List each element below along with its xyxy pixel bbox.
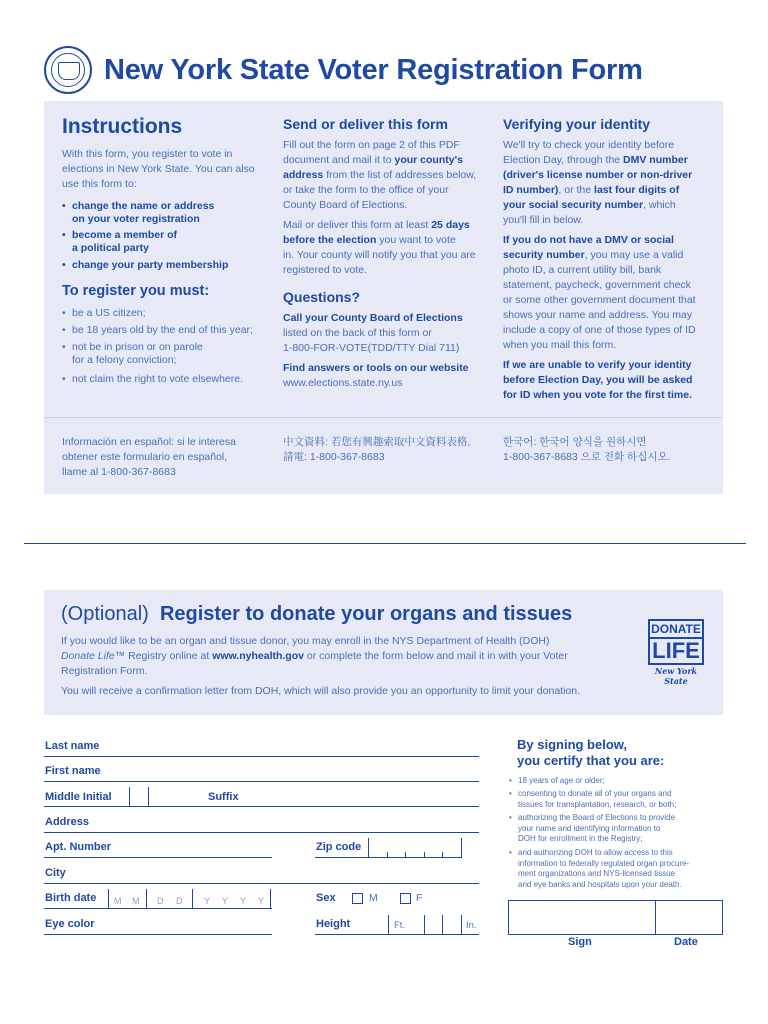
middle-suffix-field[interactable]: [44, 806, 479, 807]
verify-alternative-paragraph: If you do not have a DMV or social security number, you may use a valid photo ID, a current utility bill, bank statement, paycheck, government check or some other government document that shows your name and address. You may include a copy of one of those types of ID when you mail this form.: [503, 234, 696, 351]
birth-date-field[interactable]: [44, 908, 272, 909]
middle-initial-label: Middle Initial: [45, 791, 112, 803]
intro-line: elections in New York State. You can also: [62, 163, 255, 175]
address-label: Address: [45, 816, 90, 828]
zip-code-field[interactable]: [315, 857, 462, 858]
field-divider: [270, 889, 271, 908]
questions-heading: Questions?: [283, 289, 361, 305]
birth-month-hint: M: [132, 896, 140, 906]
eye-color-field[interactable]: [44, 934, 272, 935]
suffix-label: Suffix: [208, 791, 239, 803]
apt-number-field[interactable]: [44, 857, 272, 858]
first-name-field[interactable]: [44, 781, 479, 782]
field-divider: [148, 787, 149, 806]
address-field[interactable]: [44, 832, 479, 833]
height-field[interactable]: [315, 934, 479, 935]
birth-year-hint: Y: [222, 896, 229, 906]
verify-warning-paragraph: If we are unable to verify your identity before Election Day, you will be asked for ID when you vote for the first time.: [503, 359, 693, 401]
website-link[interactable]: www.elections.state.ny.us: [283, 377, 403, 389]
field-divider: [442, 915, 443, 934]
birth-month-hint: M: [114, 896, 122, 906]
instructions-panel: Instructions With this form, you register to vote in elections in New York State. You can also use this form to: • change the name or address on your voter registration • become a member of a political party • change your party membership To register you must: • be a US citizen; • be 18 years old by the end of this year; • not be in prison or on parole for a felony conviction; • not claim the right to vote elsewhere. Send or deliver this form Fill out the form on page 2 of this PDF document and mail it to your county's address from the list of addresses below, or take the form to the office of your County Board of Elections. Mail or deliver this form at least 25 days before the election you want to vote in. Your county will notify you that you are registered to vote. Questions? Call your County Board of Elections listed on the back of this form or 1-800-FOR-VOTE(TDD/TTY Dial 711) Find answers or tools on our website www.elections.state.ny.us Verifying your identity We'll try to check your identity before Election Day, through the DMV number (driver's license number or non-driver ID number), or the last four digits of your social security number, which you'll fill in below. If you do not have a DMV or social security number, you may use a valid photo ID, a current utility bill, bank statement, paycheck, government check or some other government document that shows your name and address. You may include a copy of one of those types of ID when you mail this form. If we are unable to verify your identity before Election Day, you will be asked for ID when you vote for the first time. Información en español: si le interesa obtener este formulario en español, llame al 1-800-367-8683 中文資料: 若您有興趣索取中文資料表格, 請電: 1-800-367-8683 한국어: 한국어 양식을 원하시면 1-800-367-8683 으로 전화 하십시오.: [44, 101, 723, 494]
sign-label: Sign: [568, 936, 592, 948]
sex-m-checkbox[interactable]: [352, 893, 363, 904]
sex-label: Sex: [316, 892, 336, 904]
organ-donor-panel: [44, 590, 723, 715]
field-divider: [388, 915, 389, 934]
intro-line: With this form, you register to vote in: [62, 148, 233, 160]
last-name-field[interactable]: [44, 756, 479, 757]
field-divider: [368, 838, 369, 857]
inches-label: In.: [466, 920, 477, 931]
birth-date-label: Birth date: [45, 892, 97, 904]
date-label: Date: [674, 936, 698, 948]
field-divider: [108, 889, 109, 908]
feet-label: Ft.: [394, 920, 406, 931]
field-divider: [424, 915, 425, 934]
field-divider: [461, 838, 462, 857]
verify-heading: Verifying your identity: [503, 116, 651, 132]
zip-code-label: Zip code: [316, 841, 362, 853]
must-heading: To register you must:: [62, 283, 210, 299]
nys-seal-icon: [44, 46, 92, 94]
instructions-heading: Instructions: [62, 115, 183, 138]
sex-f-checkbox[interactable]: [400, 893, 411, 904]
birth-day-hint: D: [157, 896, 164, 906]
chinese-info: 中文資料: 若您有興趣索取中文資料表格, 請電: 1-800-367-8683: [283, 436, 471, 463]
birth-day-hint: D: [176, 896, 183, 906]
apt-number-label: Apt. Number: [45, 841, 111, 853]
birth-year-hint: Y: [204, 896, 211, 906]
donate-life-logo: DONATE LIFE New York State: [642, 615, 710, 675]
last-name-label: Last name: [45, 740, 100, 752]
send-heading: Send or deliver this form: [283, 116, 448, 132]
height-label: Height: [316, 918, 351, 930]
city-field[interactable]: [44, 883, 479, 884]
website-paragraph: Find answers or tools on our website www.elections.state.ny.us: [283, 362, 469, 389]
korean-info: 한국어: 한국어 양식을 원하시면 1-800-367-8683 으로 전화 하십시오.: [503, 436, 671, 463]
cut-line-divider: [24, 543, 746, 544]
call-paragraph: Call your County Board of Elections listed on the back of this form or 1-800-FOR-VOTE(TDD/TTY Dial 711): [283, 312, 463, 354]
certify-heading: By signing below, you certify that you are:: [517, 737, 665, 768]
intro-line: use this form to:: [62, 178, 137, 190]
send-paragraph: Fill out the form on page 2 of this PDF document and mail it to your county's address from the list of addresses below, or take the form to the office of your County Board of Elections.: [283, 139, 477, 211]
birth-year-hint: Y: [240, 896, 247, 906]
organ-donor-description: If you would like to be an organ and tissue donor, you may enroll in the NYS Department of Health (DOH) Donate Life™ Registry online at www.nyhealth.gov or complete the form below and mail it in with your Voter Registration Form.: [61, 635, 568, 677]
instructions-intro: [62, 147, 255, 192]
field-divider: [461, 915, 462, 934]
field-divider: [192, 889, 193, 908]
sex-m-label: M: [369, 892, 378, 904]
first-name-label: First name: [45, 765, 101, 777]
panel-divider: [44, 417, 723, 418]
organ-donor-note: You will receive a confirmation letter from DOH, which will also provide you an opportunity to limit your donation.: [61, 685, 581, 697]
field-divider: [129, 787, 130, 806]
page-title: New York State Voter Registration Form: [104, 54, 643, 86]
sex-f-label: F: [416, 892, 423, 904]
eye-color-label: Eye color: [45, 918, 95, 930]
signature-box[interactable]: [508, 900, 723, 935]
birth-year-hint: Y: [258, 896, 265, 906]
field-divider: [146, 889, 147, 908]
organ-donor-title: (Optional) Register to donate your organs and tissues: [61, 603, 573, 625]
signature-date-divider: [655, 901, 656, 934]
send-deadline-paragraph: Mail or deliver this form at least 25 days before the election you want to vote in. Your county will notify you that you are registered to vote.: [283, 219, 476, 276]
verify-paragraph: We'll try to check your identity before Election Day, through the DMV number (driver's license number or non-driver ID number), or the last four digits of your social security number, which you'll fill in below.: [503, 139, 693, 226]
city-label: City: [45, 867, 66, 879]
spanish-info: Información en español: si le interesa obtener este formulario en español, llame al 1-800-367-8683: [62, 436, 236, 478]
